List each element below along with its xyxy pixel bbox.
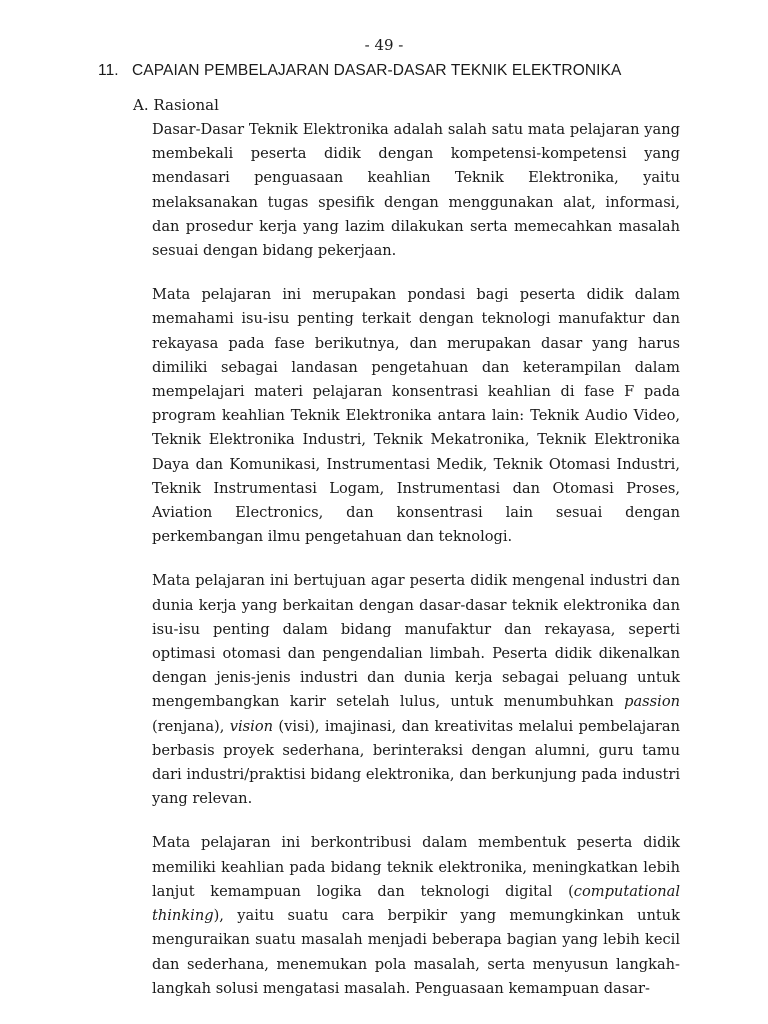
section-number: 11. bbox=[98, 62, 119, 79]
paragraph-text-segment: (visi), imajinasi, dan kreativitas melalui pembelajaran berbasis proyek sederhana, berinteraksi dengan alumni, guru tamu dari industri/praktisi bidang elektronika, dan berkunjung pada industri yang relevan. bbox=[152, 717, 680, 808]
paragraph-text-segment: Mata pelajaran ini bertujuan agar peserta didik mengenal industri dan dunia kerja yang berkaitan dengan dasar-dasar teknik elektronika dan isu-isu penting dalam bidang manufaktur dan rekayasa, seperti optimasi otomasi dan pengendalian limbah. Peserta didik dikenalkan dengan jenis-jenis industri dan dunia kerja sebagai peluang untuk mengembangkan karir setelah lulus, untuk menumbuhkan bbox=[152, 572, 680, 711]
subsection-heading: A. Rasional bbox=[133, 96, 219, 114]
page-number: - 49 - bbox=[364, 36, 404, 54]
section-heading bbox=[98, 62, 698, 80]
italic-term-computational-thinking: computational thinking bbox=[152, 882, 680, 925]
paragraph-rasional-1: Dasar-Dasar Teknik Elektronika adalah salah satu mata pelajaran yang membekali peserta didik dengan kompetensi-kompetensi yang mendasari penguasaan keahlian Teknik Elektronika, yaitu melaksanakan tugas spesifik dengan menggunakan alat, informasi, dan prosedur kerja yang lazim dilakukan serta memecahkan masalah sesuai dengan bidang pekerjaan. bbox=[152, 121, 680, 260]
paragraph-rasional-3 bbox=[152, 569, 680, 811]
paragraph-text-segment: Mata pelajaran ini berkontribusi dalam membentuk peserta didik memiliki keahlian pada bidang teknik elektronika, meningkatkan lebih lanjut kemampuan logika dan teknologi digital ( bbox=[152, 834, 680, 900]
italic-term-passion: passion bbox=[624, 693, 680, 711]
section-title: CAPAIAN PEMBELAJARAN DASAR-DASAR TEKNIK ELEKTRONIKA bbox=[132, 62, 622, 79]
paragraph-rasional-2: Mata pelajaran ini merupakan pondasi bagi peserta didik dalam memahami isu-isu penting terkait dengan teknologi manufaktur dan rekayasa pada fase berikutnya, dan merupakan dasar yang harus dimiliki sebagai landasan pengetahuan dan keterampilan dalam mempelajari materi pelajaran konsentrasi keahlian di fase F pada program keahlian Teknik Elektronika antara lain: Teknik Audio Video, Teknik Elektronika Industri, Teknik Mekatronika, Teknik Elektronika Daya dan Komunikasi, Instrumentasi Medik, Teknik Otomasi Industri, Teknik Instrumentasi Logam, Instrumentasi dan Otomasi Proses, Aviation Electronics, dan konsentrasi lain sesuai dengan perkembangan ilmu pengetahuan dan teknologi. bbox=[152, 286, 680, 546]
body-text bbox=[152, 118, 680, 1001]
italic-term-vision: vision bbox=[229, 717, 274, 735]
paragraph-text-segment: (renjana), bbox=[152, 717, 230, 735]
paragraph-rasional-4 bbox=[152, 831, 680, 1000]
paragraph-text-segment: ), yaitu suatu cara berpikir yang memungkinkan untuk menguraikan suatu masalah menjadi beberapa bagian yang lebih kecil dan sederhana, menemukan pola masalah, serta menyusun langkah-langkah solusi mengatasi masalah. Penguasaan kemampuan dasar- bbox=[152, 907, 680, 997]
